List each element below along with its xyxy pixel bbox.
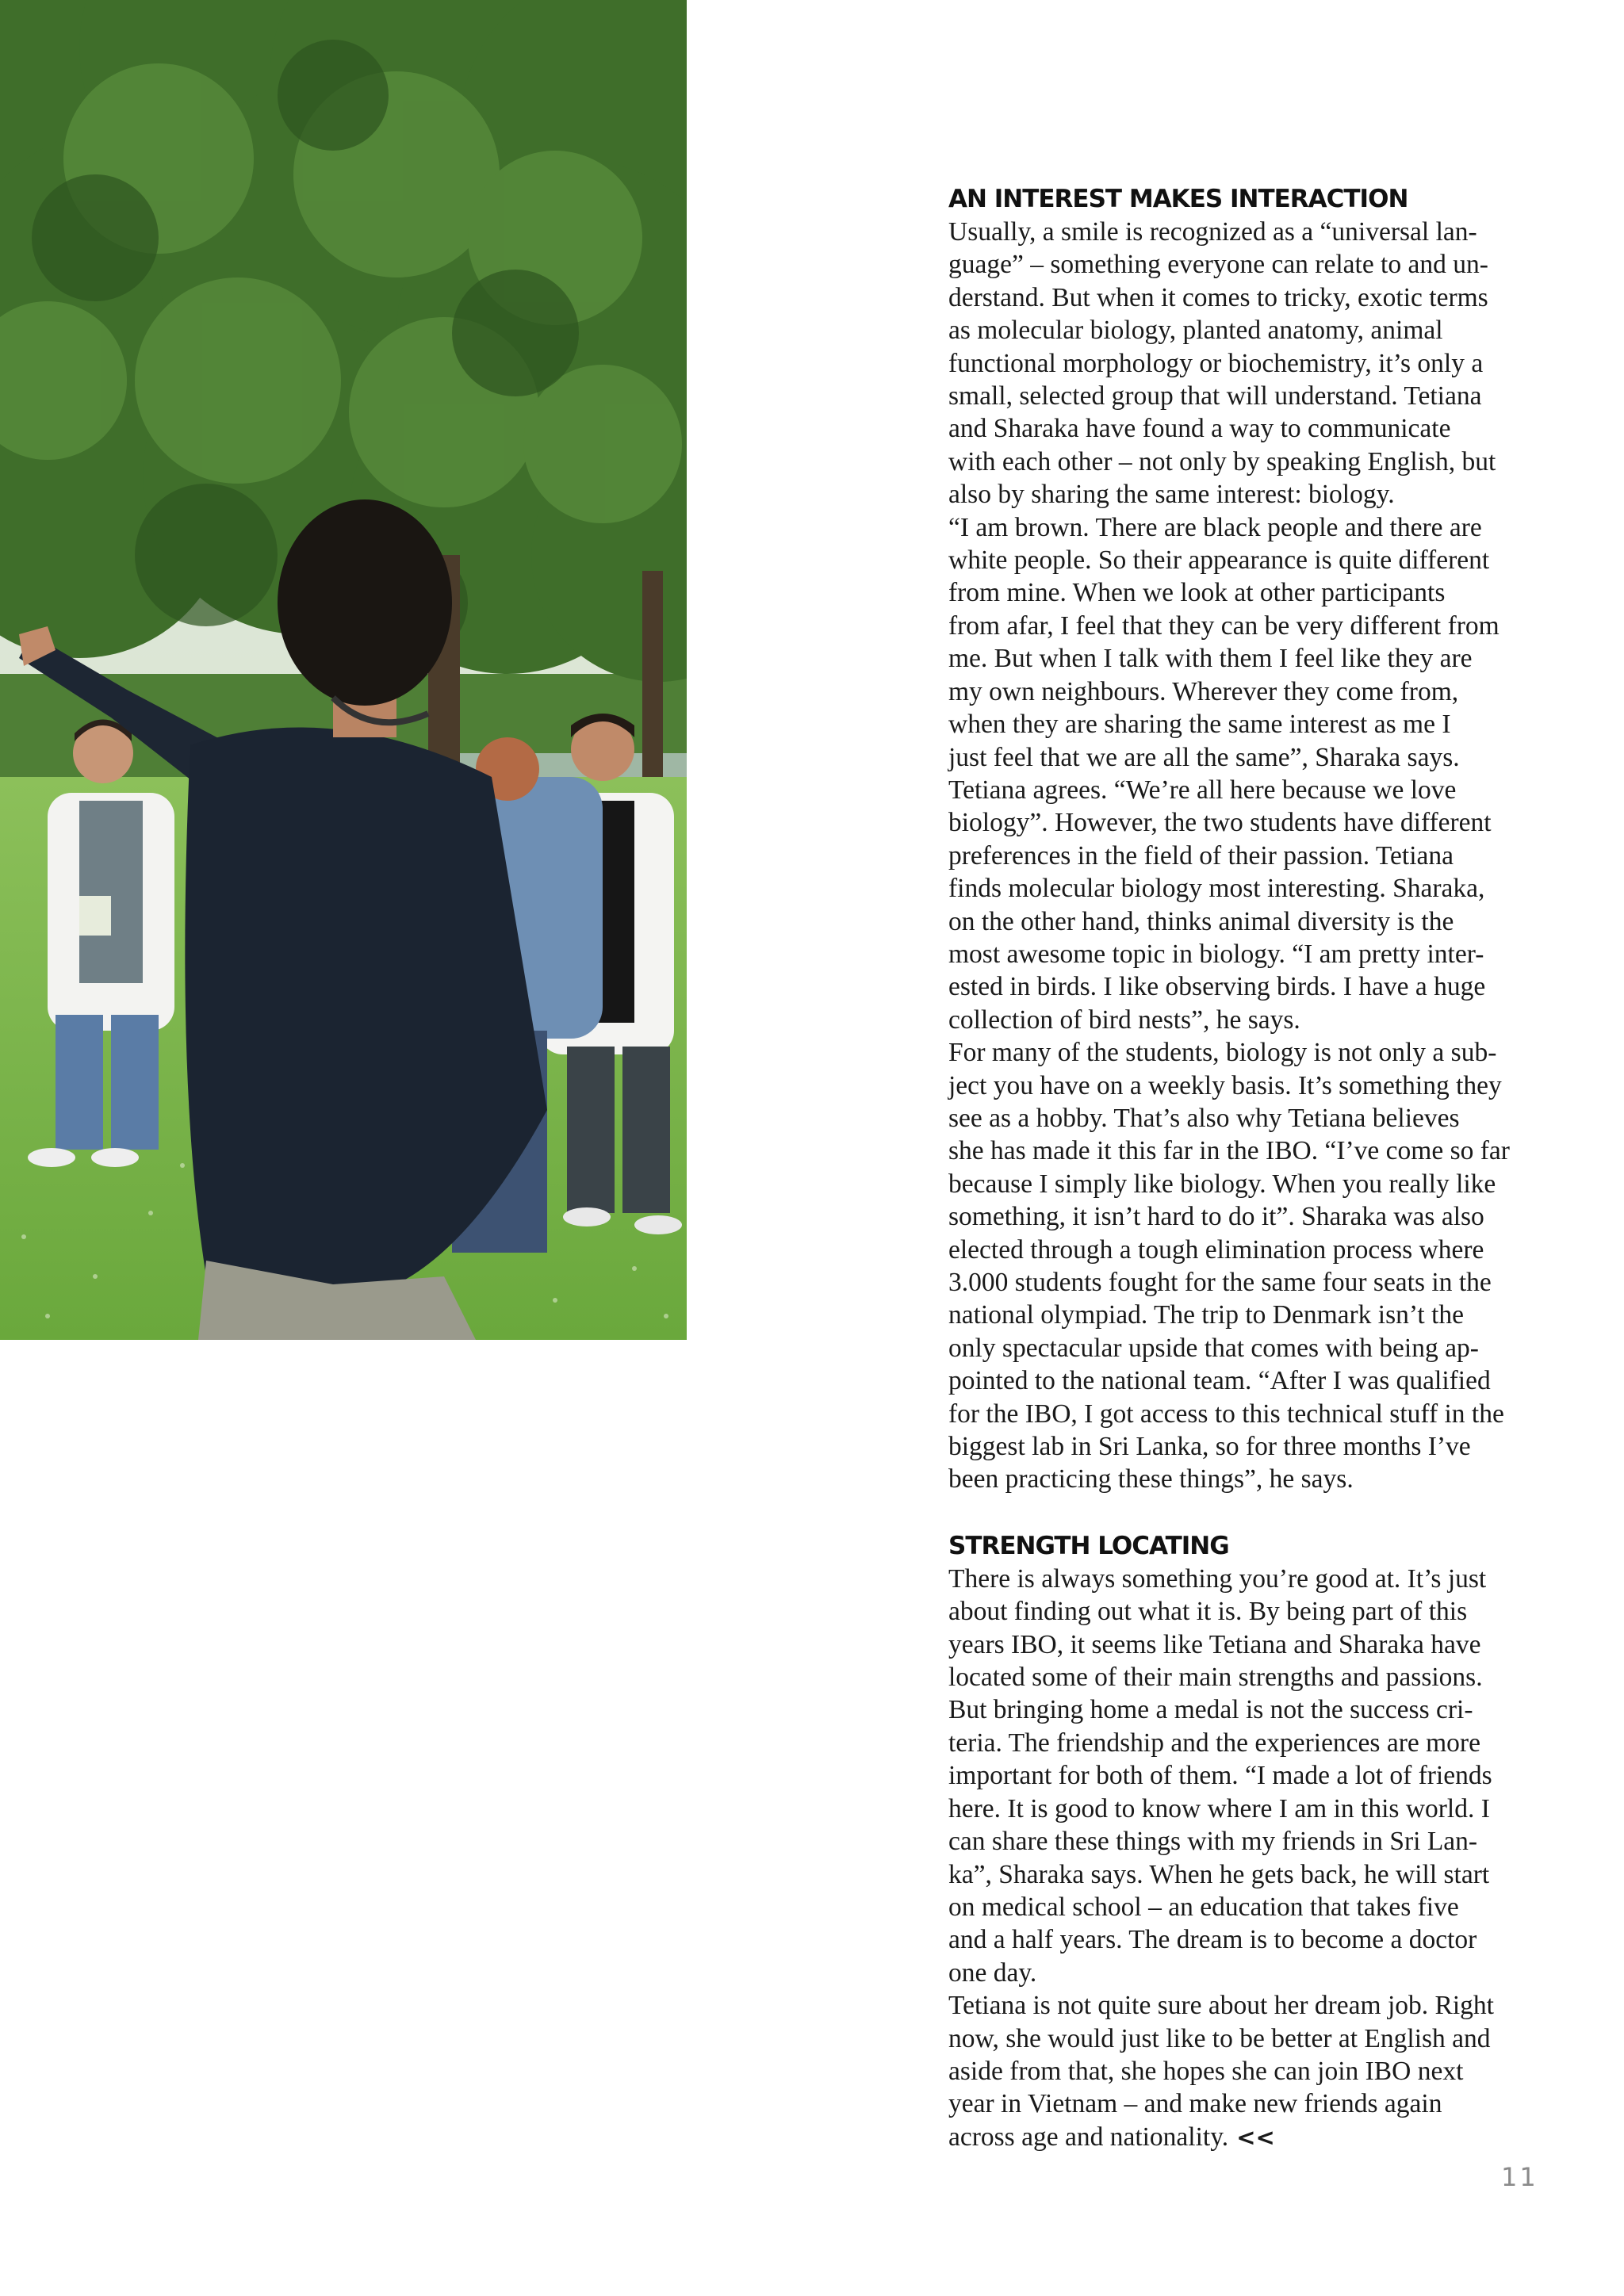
article-column <box>948 182 1556 2154</box>
article-photo <box>0 0 687 1340</box>
section-heading-strength: STRENGTH LOCATING <box>948 1531 1229 1560</box>
page-number: 11 <box>1501 2162 1538 2192</box>
section-divider <box>948 1496 1556 1529</box>
end-of-article-mark: << <box>1236 2123 1275 2151</box>
paragraph-hobby: For many of the students, biology is not only a sub- ject you have on a weekly basis. It’s something they see as a hobby. That’s also why Tetiana believes she has made it this far in the IBO. “I’ve come so far because I simply like biology. When you really like something, it isn’t hard to do it”. Sharaka was also elected through a tough elimination process where 3.000 students fought for the same four seats in the national olympiad. The trip to Denmark isn’t the only spectacular upside that comes with being ap- pointed to the national team. “After I was qualified for the IBO, I got access to this technical stuff in the biggest lab in Sri Lanka, so for three months I’ve been practicing these things”, he says. <box>948 1038 1510 1494</box>
paragraph-sharaka-quote: “I am brown. There are black people and there are white people. So their appearance is quite different from mine. When we look at other participants from afar, I feel that they can be very different from me. But when I talk with them I feel like they are my own neighbours. Wherever they come from, when they are sharing the same interest as me I just feel that we are all the same”, Sharaka says. Tetiana agrees. “We’re all here because we love biology”. However, the two students have different preferences in the field of their passion. Tetiana finds molecular biology most interesting. Sharaka, on the other hand, thinks animal diversity is the most awesome topic in biology. “I am pretty inter- ested in birds. I like observing birds. I have a huge collection of bird nests”, he says. <box>948 512 1500 1035</box>
paragraph-closing <box>948 1989 1556 2154</box>
paragraph-intro: Usually, a smile is recognized as a “universal lan- guage” – something everyone can relate to and un- derstand. But when it comes to tricky, exotic terms as molecular biology, planted anatomy, animal functional morphology or biochemistry, it’s only a small, selected group that will understand. Tetiana and Sharaka have found a way to communicate with each other – not only by speaking English, but also by sharing the same interest: biology. <box>948 217 1496 510</box>
section-heading-interest: AN INTEREST MAKES INTERACTION <box>948 185 1408 213</box>
paragraph-strengths: There is always something you’re good at. It’s just about finding out what it is. By being part of this years IBO, it seems like Tetiana and Sharaka have located some of their main strengths and passions. But bringing home a medal is not the success cri- teria. The friendship and the experiences are more important for both of them. “I made a lot of friends here. It is good to know where I am in this world. I can share these things with my friends in Sri Lan- ka”, Sharaka says. When he gets back, he will start on medical school – an education that takes five and a half years. The dream is to become a doctor one day. <box>948 1563 1492 1988</box>
paragraph-closing-text: Tetiana is not quite sure about her dream job. Right now, she would just like to be better at English and aside from that, she hopes she can join IBO next year in Vietnam – and make new friends again across age and nationality. <box>948 1991 1494 2152</box>
